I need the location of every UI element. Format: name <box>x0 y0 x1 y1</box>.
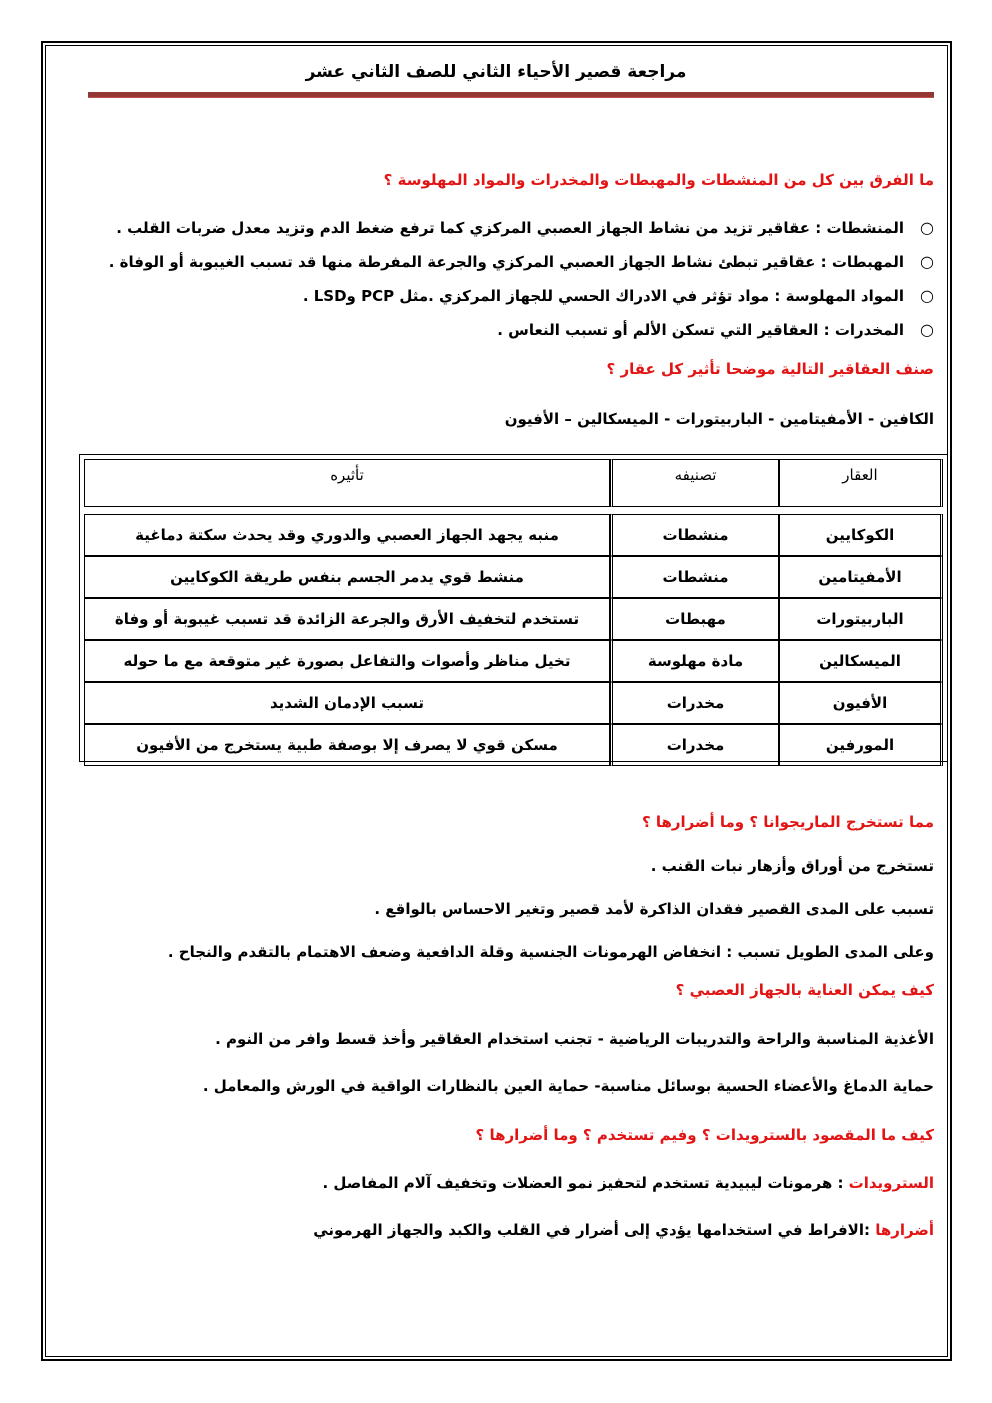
question-2: صنف العقاقير التالية موضحا تأثير كل عقار ؟ <box>606 360 934 378</box>
cell-classification: مخدرات <box>610 682 779 724</box>
cell-drug: الميسكالين <box>779 640 943 682</box>
list-item-text: المنشطات : عقاقير تزيد من نشاط الجهاز العصبي المركزي كما ترفع ضغط الدم وتزيد معدل ضربات القلب . <box>116 219 904 237</box>
table-row <box>84 514 943 556</box>
cell-effect: مسكن قوي لا يصرف إلا بوصفة طبية يستخرج من الأفيون <box>84 724 610 766</box>
question-1: ما الفرق بين كل من المنشطات والمهبطات والمخدرات والمواد المهلوسة ؟ <box>383 171 934 189</box>
cell-drug: الباربيتورات <box>779 598 943 640</box>
cell-drug: الكوكايين <box>779 514 943 556</box>
cell-effect: تستخدم لتخفيف الأرق والجرعة الزائدة قد تسبب غيبوبة أو وفاة <box>84 598 610 640</box>
title-underline <box>88 92 934 98</box>
circle-bullet-icon: ○ <box>920 320 934 339</box>
cell-drug: الأفيون <box>779 682 943 724</box>
header-drug: العقار <box>779 459 943 507</box>
list-item-text: المخدرات : العقاقير التي تسكن الألم أو تسبب النعاس . <box>497 321 904 339</box>
cell-classification: منشطات <box>610 556 779 598</box>
cell-drug: الأمفيتامين <box>779 556 943 598</box>
cell-classification: مادة مهلوسة <box>610 640 779 682</box>
table-header-row <box>84 459 943 507</box>
table-row <box>84 682 943 724</box>
list-item <box>60 211 934 245</box>
answer-line: وعلى المدى الطويل تسبب : انخفاض الهرمونات الجنسية وقلة الدافعية وضعف الاهتمام بالتقدم والنجاح . <box>167 943 934 961</box>
cell-effect: منبه يجهد الجهاز العصبي والدوري وقد يحدث سكتة دماغية <box>84 514 610 556</box>
header-classification: تصنيفه <box>610 459 779 507</box>
answer-line: تسبب على المدى القصير فقدان الذاكرة لأمد قصير وتغير الاحساس بالواقع . <box>374 900 934 918</box>
header-effect: تأثيره <box>84 459 610 507</box>
answer-line: الأغذية المناسبة والراحة والتدريبات الرياضية - تجنب استخدام العقاقير وأخذ قسط وافر من النوم . <box>215 1030 934 1048</box>
table-row <box>84 724 943 766</box>
list-item-text: المواد المهلوسة : مواد تؤثر في الادراك الحسي للجهاز المركزي .مثل PCP وLSD . <box>302 287 904 305</box>
circle-bullet-icon: ○ <box>920 252 934 271</box>
question-5: كيف ما المقصود بالسترويدات ؟ وفيم تستخدم ؟ وما أضرارها ؟ <box>475 1126 934 1144</box>
definition-text: : هرمونات ليبيدية تستخدم لتحفيز نمو العضلات وتخفيف آلام المفاصل . <box>322 1174 849 1192</box>
drug-table <box>84 459 943 766</box>
circle-bullet-icon: ○ <box>920 218 934 237</box>
cell-effect: تسبب الإدمان الشديد <box>84 682 610 724</box>
cell-effect: تخيل مناظر وأصوات والتفاعل بصورة غير متوقعة مع ما حوله <box>84 640 610 682</box>
table-row <box>84 598 943 640</box>
drug-list: الكافين - الأمفيتامين - الباربيتورات - الميسكالين – الأفيون <box>504 410 934 428</box>
cell-drug: المورفين <box>779 724 943 766</box>
page-title: مراجعة قصير الأحياء الثاني للصف الثاني عشر <box>305 62 687 82</box>
harms-line <box>60 1221 934 1239</box>
cell-effect: منشط قوي يدمر الجسم بنفس طريقة الكوكايين <box>84 556 610 598</box>
answer-line: حماية الدماغ والأعضاء الحسية بوسائل مناسبة- حماية العين بالنظارات الواقية في الورش والمعامل . <box>202 1077 934 1095</box>
table-row <box>84 640 943 682</box>
cell-classification: مهبطات <box>610 598 779 640</box>
list-item <box>60 245 934 279</box>
harms-label: أضرارها <box>875 1221 934 1239</box>
cell-classification: منشطات <box>610 514 779 556</box>
list-item <box>60 313 934 347</box>
drug-table-frame <box>79 454 948 762</box>
harms-text: :الافراط في استخدامها يؤدي إلى أضرار في القلب والكبد والجهاز الهرموني <box>313 1221 876 1239</box>
list-item-text: المهبطات : عقاقير تبطئ نشاط الجهاز العصبي المركزي والجرعة المفرطة منها قد تسبب الغيبوبة أو الوفاة . <box>108 253 904 271</box>
question-4: كيف يمكن العناية بالجهاز العصبي ؟ <box>675 981 934 999</box>
list-item <box>60 279 934 313</box>
answer-line: تستخرج من أوراق وأزهار نبات القنب . <box>650 857 934 875</box>
definition-line <box>60 1174 934 1192</box>
table-row <box>84 556 943 598</box>
question-3: مما تستخرج الماريجوانا ؟ وما أضرارها ؟ <box>641 813 934 831</box>
definitions-list <box>60 211 934 347</box>
circle-bullet-icon: ○ <box>920 286 934 305</box>
definition-label: السترويدات <box>848 1174 934 1192</box>
cell-classification: مخدرات <box>610 724 779 766</box>
